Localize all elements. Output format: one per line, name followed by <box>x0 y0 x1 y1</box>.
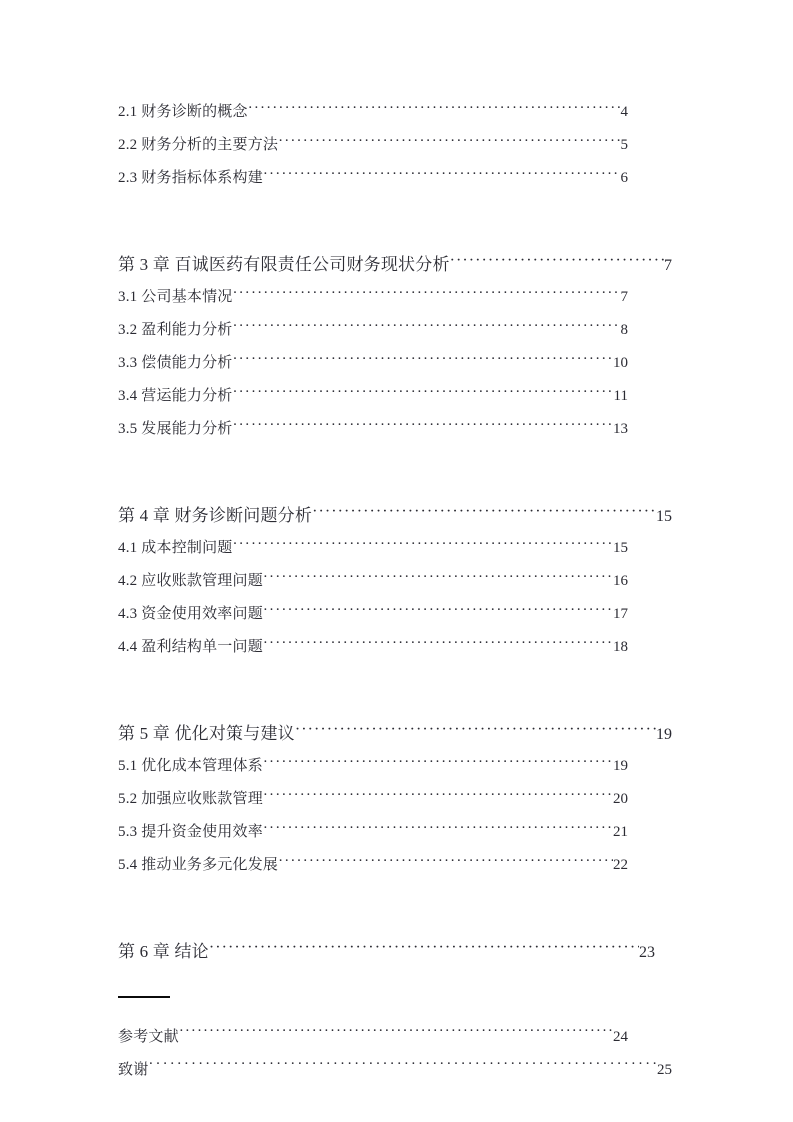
toc-entry-title: 5.2 加强应收账款管理 <box>118 791 263 807</box>
toc-entry-title: 4.2 应收账款管理问题 <box>118 573 263 589</box>
toc-entry-page: 10 <box>613 355 628 371</box>
dot-leader <box>233 352 613 367</box>
toc-entry-page: 21 <box>613 824 628 840</box>
toc-entry-5-4[interactable] <box>118 849 628 882</box>
toc-entry-4-4[interactable] <box>118 631 628 664</box>
toc-entry-page: 15 <box>656 508 672 525</box>
toc-entry-5-3[interactable] <box>118 816 628 849</box>
toc-entry-page: 19 <box>656 726 672 743</box>
toc-entry-page: 17 <box>613 606 628 622</box>
toc-entry-title: 5.4 推动业务多元化发展 <box>118 857 279 873</box>
dot-leader <box>233 418 613 433</box>
toc-entry-2-2[interactable] <box>118 129 628 162</box>
section-spacer <box>118 228 678 248</box>
dot-leader <box>148 1057 657 1074</box>
section-spacer <box>118 915 678 935</box>
dot-leader <box>263 788 613 803</box>
section-spacer <box>118 664 678 697</box>
toc-entry-title: 第 6 章 结论 <box>118 942 209 961</box>
dot-leader <box>179 1024 613 1041</box>
toc-entry-title: 4.1 成本控制问题 <box>118 540 233 556</box>
toc-entry-title: 4.3 资金使用效率问题 <box>118 606 263 622</box>
toc-entry-page: 5 <box>620 137 628 153</box>
toc-entry-title: 第 3 章 百诚医药有限责任公司财务现状分析 <box>118 255 450 274</box>
dot-leader <box>263 821 613 836</box>
dot-leader <box>263 167 621 182</box>
toc-entry-page: 7 <box>664 257 672 274</box>
toc-entry-5-2[interactable] <box>118 783 628 816</box>
toc-entry-title: 3.3 偿债能力分析 <box>118 355 233 371</box>
dot-leader <box>312 504 656 521</box>
toc-entry-title: 5.1 优化成本管理体系 <box>118 758 263 774</box>
toc-entry-title: 2.1 财务诊断的概念 <box>118 104 248 120</box>
toc-entry-page: 4 <box>620 104 628 120</box>
toc-entry-page: 13 <box>613 421 628 437</box>
toc-entry-title: 3.2 盈利能力分析 <box>118 322 233 338</box>
toc-entry-chapter-6[interactable] <box>118 935 655 968</box>
toc-entry-title: 5.3 提升资金使用效率 <box>118 824 263 840</box>
dot-leader <box>233 319 621 334</box>
section-spacer <box>118 882 678 915</box>
dot-leader <box>233 385 614 400</box>
toc-entry-5-1[interactable] <box>118 750 628 783</box>
dot-leader <box>450 253 664 270</box>
toc-entry-3-4[interactable] <box>118 380 628 413</box>
toc-entry-page: 16 <box>613 573 628 589</box>
toc-entry-page: 18 <box>613 639 628 655</box>
toc-entry-page: 8 <box>620 322 628 338</box>
toc-entry-page: 15 <box>613 540 628 556</box>
toc-entry-title: 2.3 财务指标体系构建 <box>118 170 263 186</box>
dot-leader <box>278 854 613 869</box>
toc-entry-references[interactable] <box>118 1021 628 1054</box>
toc-entry-page: 6 <box>620 170 628 186</box>
dot-leader <box>263 636 613 651</box>
dot-leader <box>233 286 621 301</box>
toc-entry-title: 3.1 公司基本情况 <box>118 289 233 305</box>
toc-entry-page: 11 <box>613 388 628 404</box>
toc-entry-3-3[interactable] <box>118 347 628 380</box>
dot-leader <box>263 755 613 770</box>
toc-entry-3-5[interactable] <box>118 413 628 446</box>
footnote-separator-rule <box>118 996 170 998</box>
toc-entry-page: 19 <box>613 758 628 774</box>
dot-leader <box>263 570 613 585</box>
section-spacer <box>118 697 678 717</box>
toc-entry-4-2[interactable] <box>118 565 628 598</box>
section-spacer <box>118 195 678 228</box>
toc-entry-title: 第 4 章 财务诊断问题分析 <box>118 506 313 525</box>
toc-entry-title: 4.4 盈利结构单一问题 <box>118 639 263 655</box>
toc-entry-title: 参考文献 <box>118 1029 179 1045</box>
section-spacer <box>118 479 678 499</box>
toc-entry-title: 3.4 营运能力分析 <box>118 388 233 404</box>
section-spacer <box>118 1001 678 1021</box>
toc-entry-title: 第 5 章 优化对策与建议 <box>118 724 295 743</box>
toc-entry-chapter-4[interactable] <box>118 499 672 532</box>
toc-entry-4-1[interactable] <box>118 532 628 565</box>
dot-leader <box>233 537 613 552</box>
toc-entry-3-2[interactable] <box>118 314 628 347</box>
toc-entry-4-3[interactable] <box>118 598 628 631</box>
toc-entry-title: 致谢 <box>118 1062 149 1078</box>
dot-leader <box>295 722 656 739</box>
toc-entry-2-1[interactable] <box>118 96 628 129</box>
section-spacer <box>118 446 678 479</box>
table-of-contents <box>118 96 678 1087</box>
toc-entry-page: 7 <box>620 289 628 305</box>
dot-leader <box>278 134 620 149</box>
toc-entry-title: 2.2 财务分析的主要方法 <box>118 137 279 153</box>
toc-entry-3-1[interactable] <box>118 281 628 314</box>
toc-entry-page: 25 <box>657 1062 672 1078</box>
toc-entry-acknowledgements[interactable] <box>118 1054 672 1087</box>
section-spacer <box>118 968 678 1001</box>
toc-entry-2-3[interactable] <box>118 162 628 195</box>
dot-leader <box>263 603 613 618</box>
toc-entry-page: 22 <box>613 857 628 873</box>
toc-entry-title: 3.5 发展能力分析 <box>118 421 233 437</box>
toc-entry-page: 23 <box>639 944 655 961</box>
toc-entry-chapter-5[interactable] <box>118 717 672 750</box>
toc-entry-page: 24 <box>613 1029 628 1045</box>
dot-leader <box>209 940 639 957</box>
toc-entry-page: 20 <box>613 791 628 807</box>
toc-entry-chapter-3[interactable] <box>118 248 672 281</box>
dot-leader <box>248 101 621 116</box>
